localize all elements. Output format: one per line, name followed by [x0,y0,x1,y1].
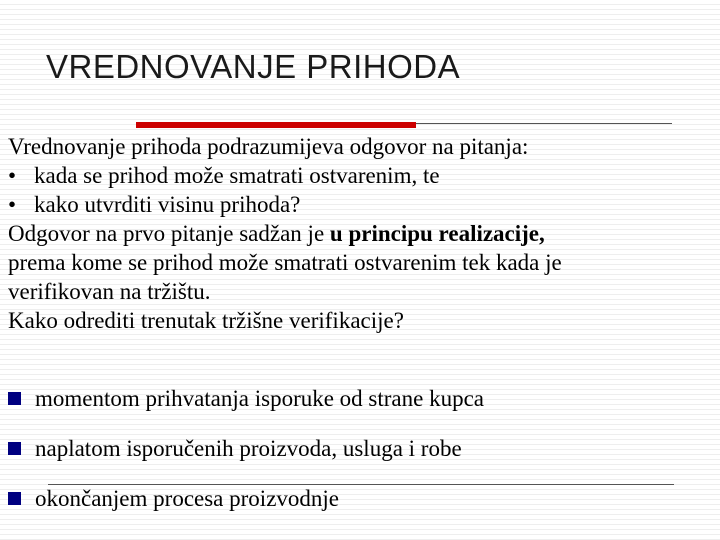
slide-body [8,132,714,335]
question-text: kada se prihod može smatrati ostvarenim, te [34,163,440,188]
answer-continuation: prema kome se prihod može smatrati ostvarenim tek kada je [8,250,562,275]
option-text: naplatom isporučenih proizvoda, usluga i robe [35,436,462,461]
question-item [8,161,714,190]
second-question: Kako odrediti trenutak tržišne verifikacije? [8,308,404,333]
option-text: momentom prihvatanja isporuke od strane kupca [35,386,485,411]
square-bullet-icon [8,392,21,405]
option-item [8,484,339,513]
title-underline-accent [136,122,416,128]
option-text: okončanjem procesa proizvodnje [35,486,339,511]
answer-text: Odgovor na prvo pitanje sadžan je [8,221,330,246]
square-bullet-icon [8,492,21,505]
question-text: kako utvrditi visinu prihoda? [34,192,301,217]
intro-text: Vrednovanje prihoda podrazumijeva odgovor na pitanja: [8,134,529,159]
option-item [8,434,462,463]
bullet-icon: • [8,192,17,217]
option-item [8,384,484,413]
square-bullet-icon [8,442,21,455]
answer-emphasis: u principu realizacije, [329,221,545,246]
answer-continuation: verifikovan na tržištu. [8,279,211,304]
bullet-icon: • [8,163,17,188]
answer-line [8,219,714,248]
slide-title: VREDNOVANJE PRIHODA [46,48,461,85]
title-underline-rule [416,123,672,124]
question-item [8,190,714,219]
